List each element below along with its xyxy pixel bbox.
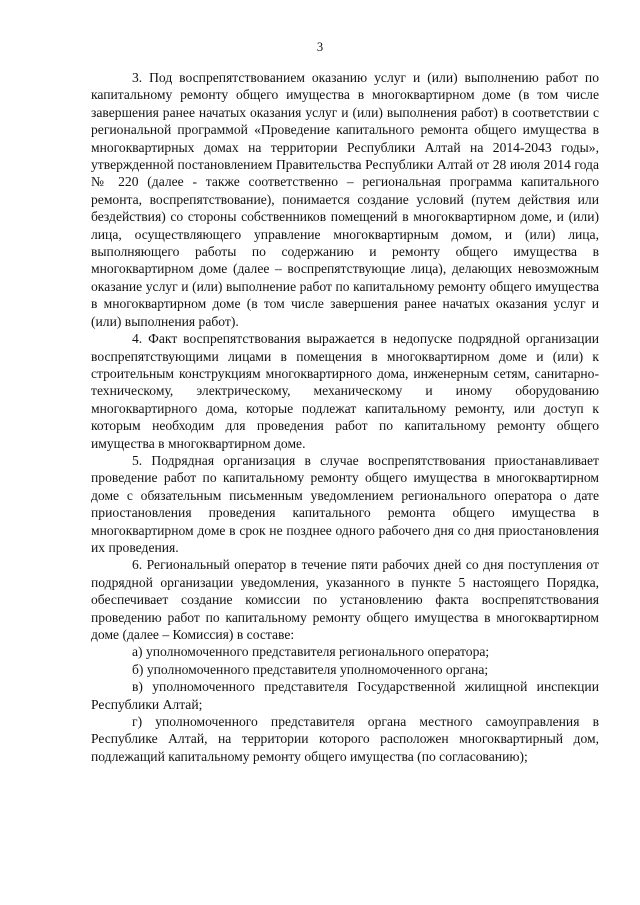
list-item-b: б) уполномоченного представителя уполномоченного органа; <box>132 661 489 677</box>
list-item-g: г) уполномоченного представителя органа местного самоуправления в Республике Алтай, на территории которого расположен многоквартирный дом, подлежащий капитальному ремонту общего имущества (по согласованию); <box>91 714 599 764</box>
list-item-v: в) уполномоченного представителя Государственной жилищной инспекции Республики Алтай; <box>91 679 599 712</box>
paragraph-5: 5. Подрядная организация в случае воспрепятствования приостанавливает проведение работ по капитальному ремонту общего имущества в многоквартирном доме с обязательным письменным уведомлением регионального оператора о дате приостановления проведения капитального ремонта общего имущества в многоквартирном доме в срок не позднее одного рабочего дня со дня приостановления их проведения. <box>91 452 599 555</box>
list-item-a: а) уполномоченного представителя регионального оператора; <box>132 644 490 660</box>
paragraph-3: 3. Под воспрепятствованием оказанию услуг и (или) выполнению работ по капитальному ремонту общего имущества в многоквартирном доме (в том числе завершения ранее начатых оказания услуг и (или) выполнения работ) в соответствии с региональной программой «Проведение капитального ремонта общего имущества в многоквартирных домах на территории Республики Алтай на 2014-2043 годы», утвержденной постановлением Правительства Республики Алтай от 28 июля 2014 года № 220 (далее - также соответственно – региональная программа капитального ремонта, воспрепятствование), понимается создание условий (путем действия или бездействия) со стороны собственников помещений в многоквартирном доме, и (или) лица, осуществляющего управление многоквартирным домом, и (или) лица, выполняющего работы по содержанию и ремонту общего имущества в многоквартирном доме (далее – воспрепятствующие лица), делающих невозможным оказание услуг и (или) выполнение работ по капитальному ремонту общего имущества в многоквартирном доме (в том числе завершения ранее начатых оказания услуг и (или) выполнения работ). <box>91 70 599 329</box>
document-body <box>91 69 599 765</box>
paragraph-6: 6. Региональный оператор в течение пяти рабочих дней со дня поступления от подрядной организации уведомления, указанного в пункте 5 настоящего Порядка, обеспечивает создание комиссии по установлению факта воспрепятствования проведению работ по капитальному ремонту общего имущества в многоквартирном доме (далее – Комиссия) в составе: <box>91 557 599 642</box>
page-number: 3 <box>316 40 324 54</box>
paragraph-4: 4. Факт воспрепятствования выражается в недопуске подрядной организации воспрепятствующими лицами в помещения в многоквартирном доме и (или) к строительным конструкциям многоквартирного дома, инженерным сетям, санитарно-техническому, электрическому, механическому и иному оборудованию многоквартирного дома, которые подлежат капитальному ремонту, или доступ к которым необходим для проведения работ по капитальному ремонту общего имущества в многоквартирном доме. <box>91 331 599 451</box>
